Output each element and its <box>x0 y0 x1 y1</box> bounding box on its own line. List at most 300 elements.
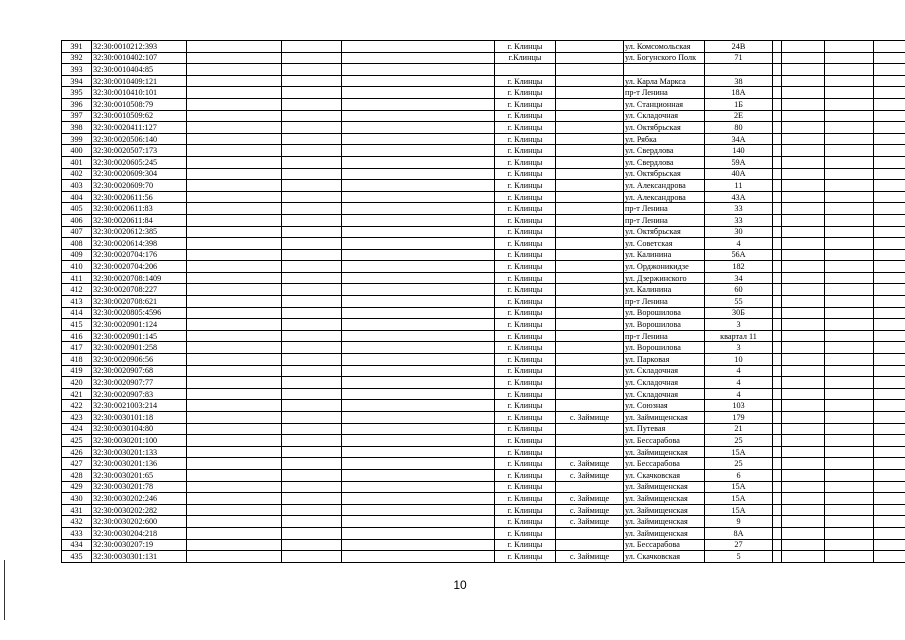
cell-empty-cell <box>282 156 342 168</box>
cell-empty-cell <box>773 319 782 331</box>
cell-empty-cell <box>282 388 342 400</box>
village-cell <box>556 133 624 145</box>
row-number-cell: 400 <box>62 145 92 157</box>
cell-empty-cell <box>782 388 825 400</box>
cell-empty-cell <box>282 296 342 308</box>
cell-empty-cell <box>187 412 282 424</box>
house-number-cell: 27 <box>705 539 773 551</box>
city-cell: г. Клинцы <box>495 249 556 261</box>
cell-empty-cell <box>342 527 495 539</box>
cell-empty-cell <box>782 330 825 342</box>
village-cell <box>556 481 624 493</box>
village-cell <box>556 377 624 389</box>
cell-empty-cell <box>342 481 495 493</box>
house-number-cell: 59А <box>705 156 773 168</box>
cell-empty-cell <box>773 539 782 551</box>
cell-empty-cell <box>187 493 282 505</box>
cell-empty-cell <box>282 319 342 331</box>
village-cell: с. Займище <box>556 493 624 505</box>
cell-empty-cell <box>874 527 905 539</box>
cell-empty-cell <box>282 64 342 76</box>
cell-empty-cell <box>282 354 342 366</box>
cell-empty-cell <box>782 284 825 296</box>
cell-empty-cell <box>825 296 874 308</box>
row-number-cell: 392 <box>62 52 92 64</box>
cadastral-number-cell: 32:30:0020611:56 <box>92 191 187 203</box>
cell-empty-cell <box>825 400 874 412</box>
row-number-cell: 403 <box>62 180 92 192</box>
house-number-cell: 80 <box>705 122 773 134</box>
village-cell <box>556 168 624 180</box>
cadastral-number-cell: 32:30:0020901:258 <box>92 342 187 354</box>
street-cell: ул. Октябрьская <box>624 226 705 238</box>
village-cell <box>556 145 624 157</box>
cell-empty-cell <box>187 354 282 366</box>
city-cell: г. Клинцы <box>495 365 556 377</box>
cell-empty-cell <box>282 203 342 215</box>
table-row <box>62 458 905 470</box>
cell-empty-cell <box>282 238 342 250</box>
street-cell: ул. Александрова <box>624 180 705 192</box>
table-row <box>62 156 905 168</box>
cell-empty-cell <box>282 284 342 296</box>
cell-empty-cell <box>282 481 342 493</box>
street-cell: пр-т Ленина <box>624 330 705 342</box>
cadastral-number-cell: 32:30:0010410:101 <box>92 87 187 99</box>
village-cell <box>556 203 624 215</box>
city-cell: г. Клинцы <box>495 214 556 226</box>
cadastral-number-cell: 32:30:0020708:1409 <box>92 272 187 284</box>
cell-empty-cell <box>187 388 282 400</box>
street-cell: ул. Ворошилова <box>624 342 705 354</box>
cell-empty-cell <box>282 41 342 53</box>
cadastral-number-cell: 32:30:0030204:218 <box>92 527 187 539</box>
cell-empty-cell <box>282 446 342 458</box>
cell-empty-cell <box>825 307 874 319</box>
cell-empty-cell <box>282 145 342 157</box>
house-number-cell: 15А <box>705 504 773 516</box>
cell-empty-cell <box>825 122 874 134</box>
cell-empty-cell <box>282 493 342 505</box>
city-cell: г. Клинцы <box>495 203 556 215</box>
house-number-cell: 8А <box>705 527 773 539</box>
cell-empty-cell <box>874 180 905 192</box>
cell-empty-cell <box>282 249 342 261</box>
cell-empty-cell <box>342 504 495 516</box>
house-number-cell: 34 <box>705 272 773 284</box>
village-cell <box>556 446 624 458</box>
cell-empty-cell <box>342 156 495 168</box>
cell-empty-cell <box>773 400 782 412</box>
cadastral-number-cell: 32:30:0021003:214 <box>92 400 187 412</box>
cell-empty-cell <box>825 365 874 377</box>
cell-empty-cell <box>342 319 495 331</box>
cell-empty-cell <box>282 458 342 470</box>
cell-empty-cell <box>342 307 495 319</box>
cell-empty-cell <box>282 87 342 99</box>
city-cell: г. Клинцы <box>495 435 556 447</box>
table-row <box>62 354 905 366</box>
table-row <box>62 191 905 203</box>
city-cell: г. Клинцы <box>495 481 556 493</box>
cadastral-number-cell: 32:30:0030104:80 <box>92 423 187 435</box>
cell-empty-cell <box>773 516 782 528</box>
village-cell <box>556 122 624 134</box>
village-cell: с. Займище <box>556 504 624 516</box>
cell-empty-cell <box>874 423 905 435</box>
row-number-cell: 410 <box>62 261 92 273</box>
house-number-cell: 3 <box>705 319 773 331</box>
village-cell <box>556 527 624 539</box>
cell-empty-cell <box>782 122 825 134</box>
cell-empty-cell <box>773 342 782 354</box>
cell-empty-cell <box>342 342 495 354</box>
cell-empty-cell <box>874 446 905 458</box>
cadastral-number-cell: 32:30:0030301:131 <box>92 551 187 563</box>
table-row <box>62 551 905 563</box>
cell-empty-cell <box>874 272 905 284</box>
cell-empty-cell <box>773 110 782 122</box>
city-cell: г. Клинцы <box>495 41 556 53</box>
cell-empty-cell <box>773 493 782 505</box>
cell-empty-cell <box>782 423 825 435</box>
row-number-cell: 430 <box>62 493 92 505</box>
cell-empty-cell <box>282 122 342 134</box>
cell-empty-cell <box>825 446 874 458</box>
cell-empty-cell <box>282 469 342 481</box>
table-row <box>62 41 905 53</box>
cell-empty-cell <box>282 551 342 563</box>
cell-empty-cell <box>187 551 282 563</box>
cell-empty-cell <box>187 122 282 134</box>
cell-empty-cell <box>874 365 905 377</box>
cell-empty-cell <box>187 365 282 377</box>
cell-empty-cell <box>874 319 905 331</box>
city-cell: г. Клинцы <box>495 87 556 99</box>
city-cell <box>495 64 556 76</box>
city-cell: г. Клинцы <box>495 516 556 528</box>
street-cell <box>624 64 705 76</box>
row-number-cell: 413 <box>62 296 92 308</box>
street-cell: ул. Бессарабова <box>624 458 705 470</box>
cell-empty-cell <box>342 400 495 412</box>
cell-empty-cell <box>187 377 282 389</box>
cell-empty-cell <box>825 168 874 180</box>
cell-empty-cell <box>782 400 825 412</box>
cell-empty-cell <box>874 87 905 99</box>
cell-empty-cell <box>342 64 495 76</box>
cell-empty-cell <box>825 145 874 157</box>
village-cell: с. Займище <box>556 516 624 528</box>
row-number-cell: 396 <box>62 98 92 110</box>
cell-empty-cell <box>782 481 825 493</box>
cell-empty-cell <box>825 110 874 122</box>
row-number-cell: 418 <box>62 354 92 366</box>
cell-empty-cell <box>342 75 495 87</box>
table-row <box>62 412 905 424</box>
cell-empty-cell <box>342 423 495 435</box>
cell-empty-cell <box>825 272 874 284</box>
cadastral-number-cell: 32:30:0010212:393 <box>92 41 187 53</box>
cell-empty-cell <box>187 133 282 145</box>
cell-empty-cell <box>782 41 825 53</box>
cell-empty-cell <box>342 261 495 273</box>
city-cell: г. Клинцы <box>495 527 556 539</box>
city-cell: г.Клинцы <box>495 52 556 64</box>
cell-empty-cell <box>773 145 782 157</box>
cell-empty-cell <box>342 168 495 180</box>
house-number-cell: 30 <box>705 226 773 238</box>
cell-empty-cell <box>825 249 874 261</box>
cell-empty-cell <box>874 504 905 516</box>
registry-table <box>61 40 905 563</box>
table-row <box>62 377 905 389</box>
cell-empty-cell <box>773 75 782 87</box>
house-number-cell: 34А <box>705 133 773 145</box>
cell-empty-cell <box>187 191 282 203</box>
cell-empty-cell <box>187 272 282 284</box>
cell-empty-cell <box>782 412 825 424</box>
cell-empty-cell <box>825 388 874 400</box>
cell-empty-cell <box>773 122 782 134</box>
cell-empty-cell <box>825 458 874 470</box>
cell-empty-cell <box>342 214 495 226</box>
scan-edge-line <box>4 560 5 620</box>
table-row <box>62 527 905 539</box>
table-row <box>62 122 905 134</box>
cadastral-number-cell: 32:30:0030202:600 <box>92 516 187 528</box>
cell-empty-cell <box>825 284 874 296</box>
house-number-cell: 140 <box>705 145 773 157</box>
cell-empty-cell <box>874 156 905 168</box>
cell-empty-cell <box>825 75 874 87</box>
cell-empty-cell <box>825 516 874 528</box>
cadastral-number-cell: 32:30:0020605:245 <box>92 156 187 168</box>
cell-empty-cell <box>187 261 282 273</box>
cell-empty-cell <box>342 412 495 424</box>
table-row <box>62 319 905 331</box>
row-number-cell: 424 <box>62 423 92 435</box>
village-cell: с. Займище <box>556 412 624 424</box>
cell-empty-cell <box>773 412 782 424</box>
house-number-cell: 25 <box>705 458 773 470</box>
cell-empty-cell <box>874 226 905 238</box>
city-cell: г. Клинцы <box>495 272 556 284</box>
cell-empty-cell <box>825 423 874 435</box>
street-cell: ул. Займищенская <box>624 504 705 516</box>
cell-empty-cell <box>342 493 495 505</box>
cell-empty-cell <box>874 122 905 134</box>
house-number-cell: квартал 11 <box>705 330 773 342</box>
table-row <box>62 249 905 261</box>
cell-empty-cell <box>874 469 905 481</box>
cell-empty-cell <box>342 458 495 470</box>
cell-empty-cell <box>874 191 905 203</box>
cell-empty-cell <box>825 342 874 354</box>
cell-empty-cell <box>282 272 342 284</box>
cell-empty-cell <box>782 319 825 331</box>
cell-empty-cell <box>782 75 825 87</box>
cell-empty-cell <box>874 203 905 215</box>
table-row <box>62 516 905 528</box>
cell-empty-cell <box>773 87 782 99</box>
house-number-cell <box>705 64 773 76</box>
cell-empty-cell <box>825 52 874 64</box>
street-cell: ул. Карла Маркса <box>624 75 705 87</box>
house-number-cell: 25 <box>705 435 773 447</box>
street-cell: ул. Путевая <box>624 423 705 435</box>
cell-empty-cell <box>773 296 782 308</box>
house-number-cell: 33 <box>705 203 773 215</box>
village-cell <box>556 52 624 64</box>
cell-empty-cell <box>342 365 495 377</box>
house-number-cell: 4 <box>705 388 773 400</box>
city-cell: г. Клинцы <box>495 412 556 424</box>
street-cell: пр-т Ленина <box>624 296 705 308</box>
village-cell <box>556 330 624 342</box>
house-number-cell: 2Е <box>705 110 773 122</box>
cell-empty-cell <box>342 446 495 458</box>
row-number-cell: 394 <box>62 75 92 87</box>
cell-empty-cell <box>782 539 825 551</box>
cadastral-number-cell: 32:30:0010508:79 <box>92 98 187 110</box>
city-cell: г. Клинцы <box>495 539 556 551</box>
house-number-cell: 33 <box>705 214 773 226</box>
cell-empty-cell <box>773 365 782 377</box>
city-cell: г. Клинцы <box>495 226 556 238</box>
cell-empty-cell <box>282 504 342 516</box>
cadastral-number-cell: 32:30:0010402:107 <box>92 52 187 64</box>
cell-empty-cell <box>782 168 825 180</box>
cell-empty-cell <box>874 110 905 122</box>
row-number-cell: 405 <box>62 203 92 215</box>
street-cell: ул. Комсомольская <box>624 41 705 53</box>
cell-empty-cell <box>773 458 782 470</box>
cell-empty-cell <box>825 551 874 563</box>
cell-empty-cell <box>187 539 282 551</box>
cell-empty-cell <box>782 64 825 76</box>
village-cell <box>556 319 624 331</box>
village-cell: с. Займище <box>556 469 624 481</box>
cell-empty-cell <box>825 41 874 53</box>
cell-empty-cell <box>782 261 825 273</box>
city-cell: г. Клинцы <box>495 504 556 516</box>
house-number-cell: 1Б <box>705 98 773 110</box>
street-cell: ул. Советская <box>624 238 705 250</box>
house-number-cell: 18А <box>705 87 773 99</box>
cell-empty-cell <box>825 180 874 192</box>
cell-empty-cell <box>187 214 282 226</box>
cell-empty-cell <box>874 388 905 400</box>
street-cell: пр-т Ленина <box>624 203 705 215</box>
house-number-cell: 15А <box>705 446 773 458</box>
cell-empty-cell <box>342 284 495 296</box>
village-cell <box>556 388 624 400</box>
street-cell: ул. Дзержинского <box>624 272 705 284</box>
cadastral-number-cell: 32:30:0020611:83 <box>92 203 187 215</box>
cadastral-number-cell: 32:30:0020805:4596 <box>92 307 187 319</box>
table-row <box>62 272 905 284</box>
cell-empty-cell <box>773 388 782 400</box>
cell-empty-cell <box>342 516 495 528</box>
village-cell: с. Займище <box>556 458 624 470</box>
house-number-cell: 182 <box>705 261 773 273</box>
house-number-cell: 4 <box>705 377 773 389</box>
table-row <box>62 365 905 377</box>
cell-empty-cell <box>342 87 495 99</box>
village-cell <box>556 64 624 76</box>
cadastral-number-cell: 32:30:0010409:121 <box>92 75 187 87</box>
house-number-cell: 6 <box>705 469 773 481</box>
city-cell: г. Клинцы <box>495 493 556 505</box>
cell-empty-cell <box>874 133 905 145</box>
cell-empty-cell <box>342 435 495 447</box>
row-number-cell: 402 <box>62 168 92 180</box>
cadastral-number-cell: 32:30:0020611:84 <box>92 214 187 226</box>
cell-empty-cell <box>782 365 825 377</box>
city-cell: г. Клинцы <box>495 180 556 192</box>
table-row <box>62 423 905 435</box>
cell-empty-cell <box>874 516 905 528</box>
cell-empty-cell <box>342 377 495 389</box>
cell-empty-cell <box>874 296 905 308</box>
cell-empty-cell <box>282 365 342 377</box>
street-cell: ул. Бессарабова <box>624 539 705 551</box>
house-number-cell: 15А <box>705 481 773 493</box>
city-cell: г. Клинцы <box>495 400 556 412</box>
house-number-cell: 11 <box>705 180 773 192</box>
cell-empty-cell <box>773 214 782 226</box>
cell-empty-cell <box>773 133 782 145</box>
row-number-cell: 420 <box>62 377 92 389</box>
cell-empty-cell <box>825 527 874 539</box>
cell-empty-cell <box>342 469 495 481</box>
cell-empty-cell <box>282 423 342 435</box>
cell-empty-cell <box>342 388 495 400</box>
cell-empty-cell <box>342 296 495 308</box>
row-number-cell: 406 <box>62 214 92 226</box>
city-cell: г. Клинцы <box>495 284 556 296</box>
cell-empty-cell <box>874 168 905 180</box>
city-cell: г. Клинцы <box>495 191 556 203</box>
cell-empty-cell <box>825 261 874 273</box>
row-number-cell: 416 <box>62 330 92 342</box>
cadastral-number-cell: 32:30:0030201:65 <box>92 469 187 481</box>
house-number-cell: 40А <box>705 168 773 180</box>
street-cell: ул. Складочная <box>624 377 705 389</box>
village-cell <box>556 365 624 377</box>
village-cell <box>556 238 624 250</box>
table-row <box>62 469 905 481</box>
cell-empty-cell <box>874 98 905 110</box>
village-cell: с. Займище <box>556 551 624 563</box>
cadastral-number-cell: 32:30:0030201:136 <box>92 458 187 470</box>
cell-empty-cell <box>187 168 282 180</box>
street-cell: пр-т Ленина <box>624 214 705 226</box>
cell-empty-cell <box>187 226 282 238</box>
cell-empty-cell <box>773 284 782 296</box>
row-number-cell: 421 <box>62 388 92 400</box>
cell-empty-cell <box>825 354 874 366</box>
city-cell: г. Клинцы <box>495 377 556 389</box>
cell-empty-cell <box>282 307 342 319</box>
village-cell <box>556 110 624 122</box>
cell-empty-cell <box>874 238 905 250</box>
cadastral-number-cell: 32:30:0010404:85 <box>92 64 187 76</box>
cell-empty-cell <box>874 330 905 342</box>
cell-empty-cell <box>825 469 874 481</box>
table-row <box>62 435 905 447</box>
